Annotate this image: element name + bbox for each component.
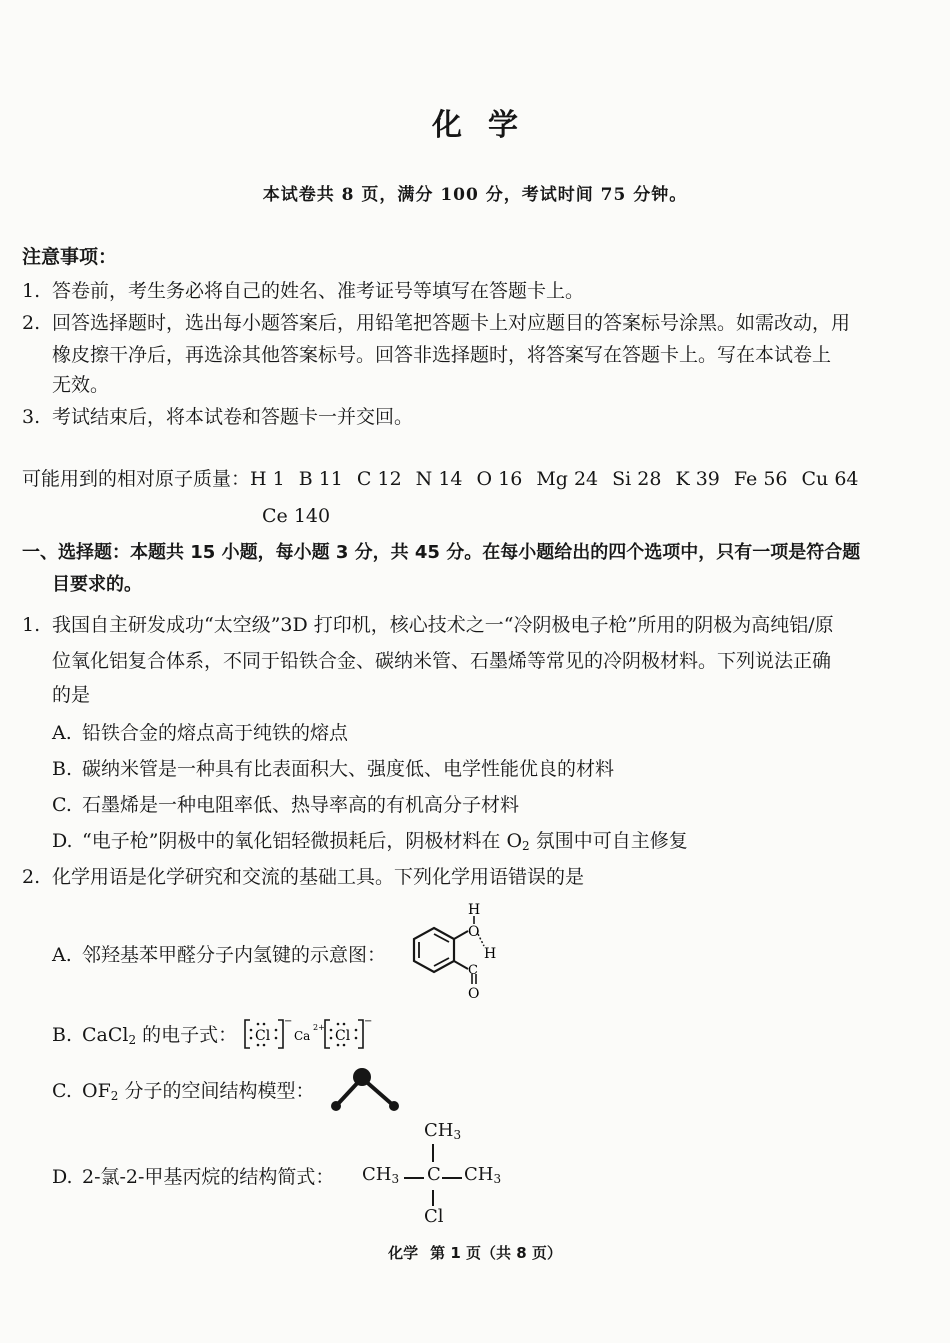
atomic-mass-value: H 1 (250, 468, 285, 490)
option-key: A. (52, 722, 72, 744)
option-b (52, 1022, 237, 1053)
option-key: B. (52, 1024, 73, 1046)
bond-line (432, 1190, 434, 1206)
question-number: 1. (22, 614, 41, 636)
atomic-mass-value: O 16 (476, 468, 523, 490)
question-text: 我国自主研发成功“太空级”3D 打印机，核心技术之一“冷阴极电子枪”所用的阴极为高纯铝/原 (52, 614, 834, 636)
option-text: CaCl (82, 1024, 129, 1046)
bond-line (404, 1177, 424, 1179)
electron-formula (242, 1014, 377, 1054)
page-title: 化学 (432, 108, 544, 143)
atom-label: C (468, 963, 478, 978)
option-text: 2-氯-2-甲基丙烷的结构简式： (82, 1166, 335, 1188)
atom-label: H (484, 946, 497, 962)
charge-label: − (284, 1016, 293, 1027)
option-b (52, 756, 614, 782)
structural-formula (360, 1120, 510, 1230)
option-key: B. (52, 758, 73, 780)
bond-line (432, 1144, 434, 1162)
element-label: Cl (255, 1028, 271, 1044)
charge-label: − (364, 1016, 373, 1027)
charge-label: 2+ (313, 1023, 325, 1032)
exam-info: 本试卷共 8 页，满分 100 分，考试时间 75 分钟。 (262, 185, 688, 205)
option-key: D. (52, 830, 73, 852)
atomic-mass-value: Cu 64 (801, 468, 859, 490)
subscript: 2 (110, 1089, 119, 1103)
option-text: 氛围中可自主修复 (529, 830, 688, 852)
footer-page: 第 1 页（共 8 页） (430, 1244, 562, 1262)
option-d (52, 1164, 334, 1190)
notice-num: 1. (22, 280, 41, 302)
option-text: “电子枪”阴极中的氧化铝轻微损耗后，阴极材料在 O (82, 830, 523, 852)
group-bottom: Cl (424, 1206, 444, 1227)
section-heading: 一、选择题：本题共 15 小题，每小题 3 分，共 45 分。在每小题给出的四个选项中，只有一项是符合题 (22, 542, 861, 563)
central-carbon: C (427, 1164, 441, 1185)
group-right: $CH_3$ (464, 1164, 502, 1186)
page-footer (0, 1242, 950, 1263)
notice-text-cont: 无效。 (52, 374, 110, 396)
notice-num: 3. (22, 406, 41, 428)
atomic-mass-label: 可能用到的相对原子质量： (22, 468, 251, 490)
notice-text: 回答选择题时，选出每小题答案后，用铅笔把答题卡上对应题目的答案标号涂黑。如需改动，用 (52, 312, 851, 334)
option-text: 的电子式： (136, 1024, 238, 1046)
notice-text-cont: 橡皮擦干净后，再选涂其他答案标号。回答非选择题时，将答案写在答题卡上。写在本试卷上 (52, 344, 832, 366)
subscript: 2 (128, 1033, 137, 1047)
option-text: 碳纳米管是一种具有比表面积大、强度低、电学性能优良的材料 (82, 758, 615, 780)
option-key: C. (52, 1080, 72, 1102)
atom-label: O (468, 924, 480, 940)
notice-item (22, 404, 413, 430)
option-text: 石墨烯是一种电阻率低、热导率高的有机高分子材料 (82, 794, 520, 816)
option-key: C. (52, 794, 72, 816)
option-text: 邻羟基苯甲醛分子内氢键的示意图： (82, 944, 387, 966)
option-a (52, 720, 348, 746)
atom-label: O (468, 986, 480, 1002)
atomic-mass-value: C 12 (356, 468, 402, 490)
option-text: 铅铁合金的熔点高于纯铁的熔点 (82, 722, 349, 744)
question-text: 的是 (52, 684, 91, 706)
notice-heading: 注意事项： (22, 246, 118, 268)
option-a (52, 942, 386, 968)
atomic-mass-value: K 39 (675, 468, 720, 490)
atomic-mass-value: Ce 140 (262, 505, 331, 527)
option-c (52, 1078, 314, 1109)
question-text: 化学用语是化学研究和交流的基础工具。下列化学用语错误的是 (52, 866, 585, 888)
subscript: 2 (522, 839, 530, 853)
option-d (52, 828, 688, 859)
element-label: Cl (335, 1028, 351, 1044)
notice-num: 2. (22, 312, 41, 334)
notice-text: 答卷前，考生务必将自己的姓名、准考证号等填写在答题卡上。 (52, 280, 585, 302)
group-left: $CH_3$ (362, 1164, 400, 1186)
footer-subject: 化学 (388, 1244, 419, 1262)
option-text: 分子的空间结构模型： (118, 1080, 315, 1102)
option-c (52, 792, 519, 818)
hydrogen-bond-structure (412, 898, 512, 1008)
bond-line (442, 1177, 462, 1179)
of2-molecule-model (328, 1062, 408, 1114)
section-heading-cont: 目要求的。 (52, 574, 142, 595)
atomic-mass-line (22, 466, 873, 492)
atomic-mass-value: N 14 (415, 468, 463, 490)
atomic-mass-value: Fe 56 (733, 468, 788, 490)
atomic-mass-value: Mg 24 (536, 468, 599, 490)
notice-item (22, 310, 850, 336)
atomic-mass-value: Si 28 (612, 468, 662, 490)
element-label: Ca (294, 1029, 311, 1043)
option-key: A. (52, 944, 72, 966)
option-text: OF (82, 1080, 111, 1102)
atom-label: H (468, 902, 481, 918)
question-2-stem (22, 864, 584, 890)
notice-text: 考试结束后，将本试卷和答题卡一并交回。 (52, 406, 414, 428)
question-text: 位氧化铝复合体系，不同于铅铁合金、碳纳米管、石墨烯等常见的冷阴极材料。下列说法正确 (52, 650, 832, 672)
question-number: 2. (22, 866, 41, 888)
question-1-stem (22, 612, 834, 638)
notice-item (22, 278, 584, 304)
atomic-mass-value: B 11 (298, 468, 343, 490)
option-key: D. (52, 1166, 73, 1188)
group-top: $CH_3$ (424, 1120, 462, 1142)
